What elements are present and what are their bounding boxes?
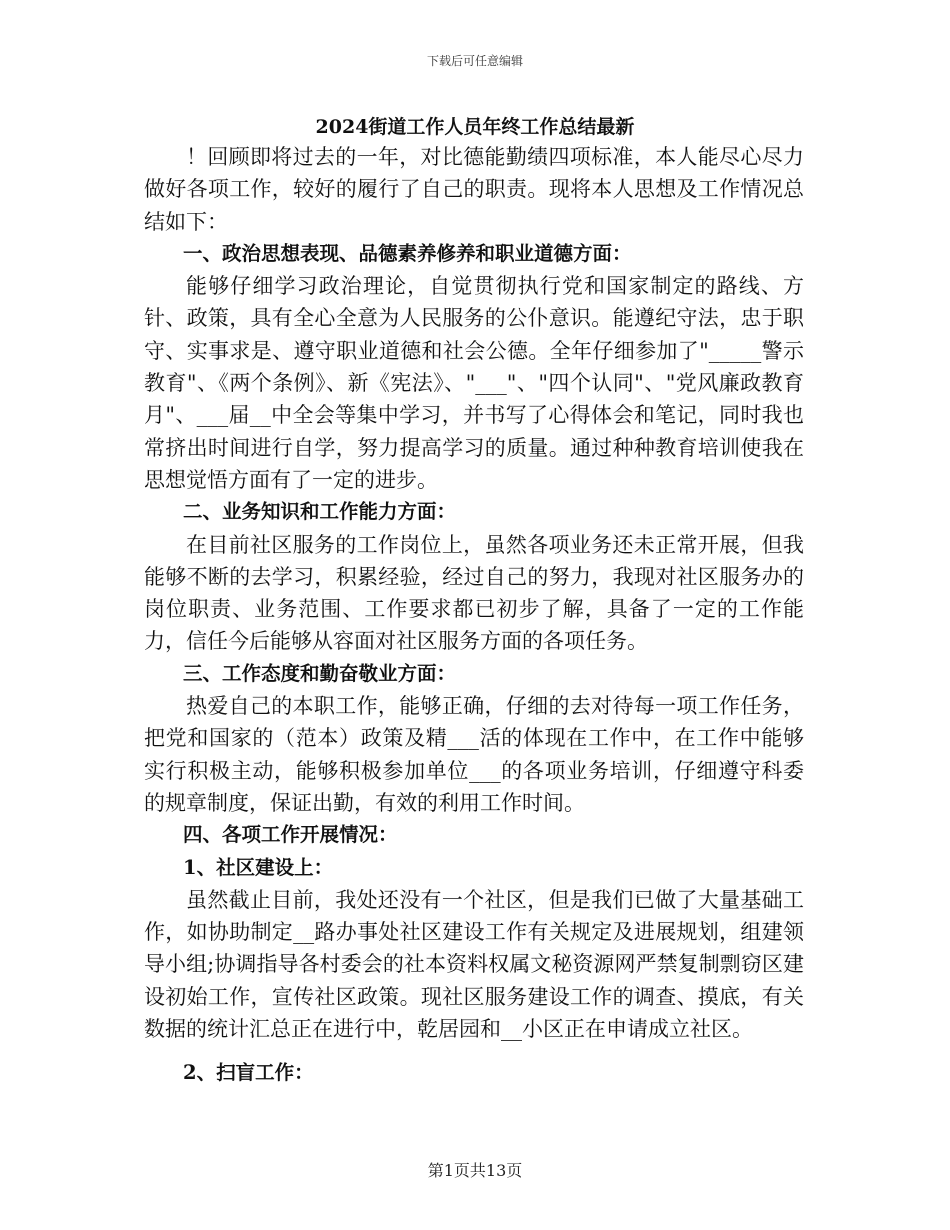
intro-paragraph: ！回顾即将过去的一年，对比德能勤绩四项标准，本人能尽心尽力做好各项工作，较好的履行了自己的职责。现将本人思想及工作情况总结如下：	[144, 145, 804, 234]
section-heading-3: 三、工作态度和勤奋敬业方面：	[183, 661, 457, 685]
section-paragraph-2: 在目前社区服务的工作岗位上，虽然各项业务还未正常开展，但我能够不断的去学习，积累经验，经过自己的努力，我现对社区服务办的岗位职责、业务范围、工作要求都已初步了解，具备了一定的工作能力，信任今后能够从容面对社区服务方面的各项任务。	[144, 532, 804, 654]
section-paragraph-1: 能够仔细学习政治理论，自觉贯彻执行党和国家制定的路线、方针、政策，具有全心全意为人民服务的公仆意识。能遵纪守法，忠于职守、实事求是、遵守职业道德和社会公德。全年仔细参加了"_____警示教育"、《两个条例》、新《宪法》、"___"、"四个认同"、"党风廉政教育月"、___届__中全会等集中学习，并书写了心得体会和笔记，同时我也常挤出时间进行自学，努力提高学习的质量。通过种种教育培训使我在思想觉悟方面有了一定的进步。	[144, 274, 804, 492]
section-heading-2: 二、业务知识和工作能力方面：	[183, 500, 457, 524]
document-body	[144, 141, 804, 1090]
section-heading-1: 一、政治思想表现、品德素养修养和职业道德方面：	[183, 241, 632, 265]
subsection-heading-1: 1、社区建设上：	[183, 855, 334, 879]
document-title: 2024街道工作人员年终工作总结最新	[315, 116, 635, 138]
page-header: 下载后可任意编辑	[426, 54, 523, 68]
section-heading-4: 四、各项工作开展情况：	[183, 823, 398, 847]
subsection-paragraph-1: 虽然截止目前，我处还没有一个社区，但是我们已做了大量基础工作，如协助制定__路办事处社区建设工作有关规定及进展规划，组建领导小组;协调指导各村委会的社本资料权属文秘资源网严禁复制剽窃区建设初始工作，宣传社区政策。现社区服务建设工作的调查、摸底，有关数据的统计汇总正在进行中，乾居园和__小区正在申请成立社区。	[144, 887, 804, 1042]
page-number: 第1页共13页	[427, 1161, 523, 1180]
subsection-heading-2: 2、扫盲工作：	[183, 1061, 314, 1085]
section-paragraph-3: 热爱自己的本职工作，能够正确，仔细的去对待每一项工作任务，把党和国家的（范本）政策及精___活的体现在工作中，在工作中能够实行积极主动，能够积极参加单位___的各项业务培训，仔细遵守科委的规章制度，保证出勤，有效的利用工作时间。	[144, 694, 804, 815]
